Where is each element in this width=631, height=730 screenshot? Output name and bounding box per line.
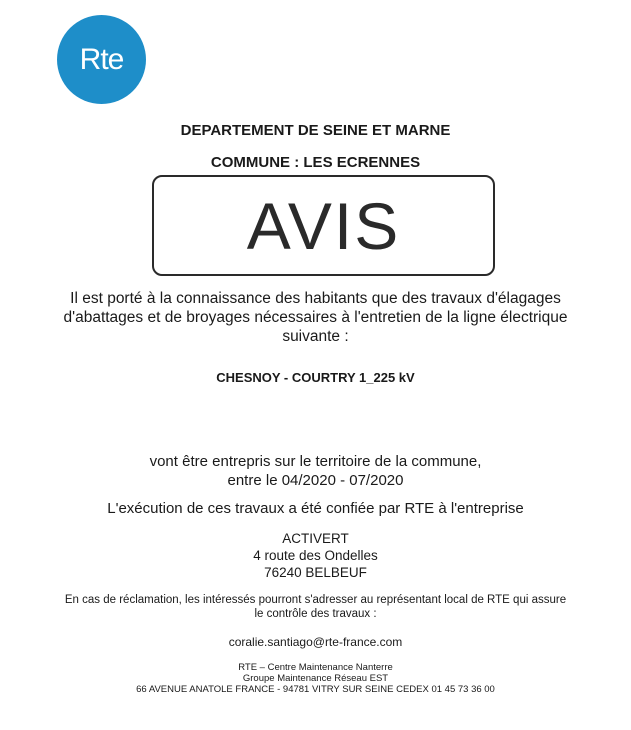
footer-line: RTE – Centre Maintenance Nanterre xyxy=(238,662,393,673)
works-paragraph xyxy=(0,452,631,490)
rte-logo-text: Rte xyxy=(79,42,124,76)
claim-paragraph xyxy=(0,593,631,621)
company-street: 4 route des Ondelles xyxy=(253,548,378,563)
footer-line: 66 AVENUE ANATOLE FRANCE - 94781 VITRY SUR SEINE CEDEX 01 45 73 36 00 xyxy=(136,684,495,695)
contact-email: coralie.santiago@rte-france.com xyxy=(228,635,403,649)
claim-line: le contrôle des travaux : xyxy=(254,608,377,620)
footer-line: Groupe Maintenance Réseau EST xyxy=(242,673,389,684)
intro-line: d'abattages et de broyages nécessaires à l'entretien de la ligne électrique xyxy=(63,309,568,326)
works-line: vont être entrepris sur le territoire de la commune, xyxy=(149,453,482,470)
execution-statement: L'exécution de ces travaux a été confiée par RTE à l'entreprise xyxy=(107,500,524,517)
company-name: ACTIVERT xyxy=(282,531,349,546)
notice-title-box xyxy=(152,175,495,276)
company-address xyxy=(0,530,631,581)
footer-address xyxy=(0,662,631,695)
rte-logo xyxy=(57,15,146,104)
power-line-name: CHESNOY - COURTRY 1_225 kV xyxy=(216,370,415,385)
department-heading: DEPARTEMENT DE SEINE ET MARNE xyxy=(180,122,451,139)
claim-line: En cas de réclamation, les intéressés pourront s'adresser au représentant local de RTE qui assure xyxy=(64,594,567,606)
intro-paragraph xyxy=(0,289,631,346)
commune-heading: COMMUNE : LES ECRENNES xyxy=(210,154,421,171)
intro-line: Il est porté à la connaissance des habitants que des travaux d'élagages xyxy=(70,290,561,307)
intro-line: suivante : xyxy=(282,328,349,345)
notice-title: AVIS xyxy=(246,188,401,263)
company-city: 76240 BELBEUF xyxy=(264,565,367,580)
works-dates: entre le 04/2020 - 07/2020 xyxy=(227,472,404,489)
